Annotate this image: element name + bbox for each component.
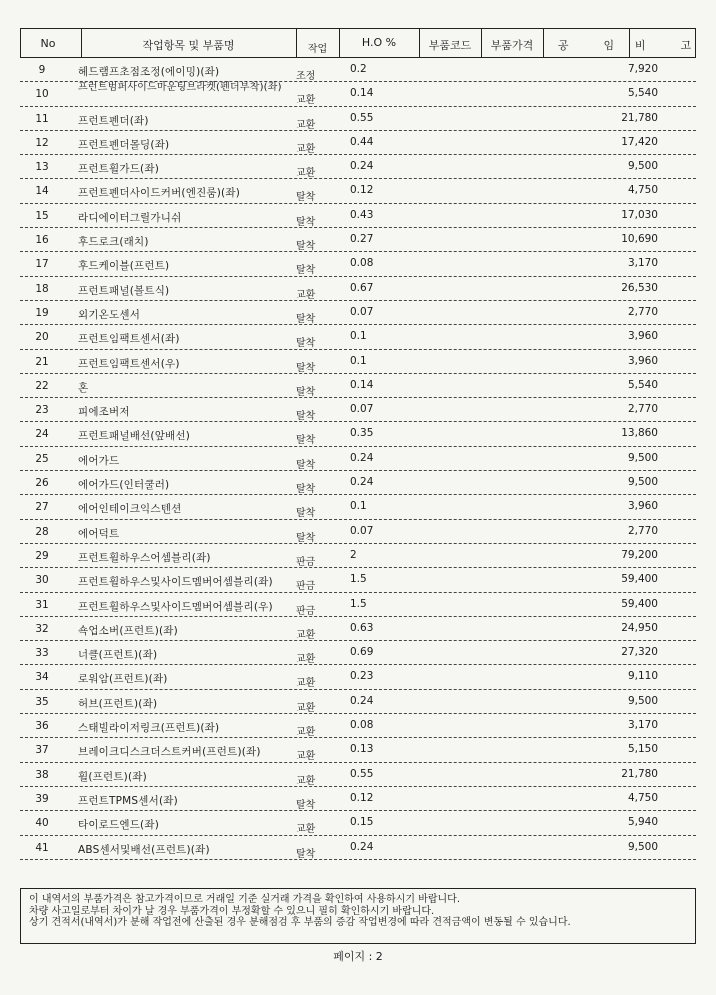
table-row bbox=[20, 593, 696, 617]
row-hour: 0.67 bbox=[350, 281, 374, 294]
row-labor-cost: 5,940 bbox=[627, 816, 658, 829]
row-no: 20 bbox=[35, 331, 49, 344]
row-work-type: 탈착 bbox=[296, 799, 316, 811]
table-row bbox=[20, 155, 696, 179]
row-hour: 0.14 bbox=[350, 87, 374, 100]
header-item-name: 작업항목 및 부품명 bbox=[142, 39, 235, 52]
row-work-type: 교환 bbox=[296, 119, 316, 131]
table-row bbox=[20, 568, 696, 592]
row-no: 38 bbox=[35, 768, 49, 781]
row-hour: 0.13 bbox=[350, 743, 374, 756]
row-work-type: 탈착 bbox=[296, 848, 316, 860]
row-work-type: 탈착 bbox=[296, 338, 316, 350]
row-work-type: 교환 bbox=[296, 824, 316, 836]
row-work-type: 교환 bbox=[296, 95, 316, 107]
table-row bbox=[20, 520, 696, 544]
row-hour: 0.1 bbox=[350, 500, 367, 513]
row-hour: 1.5 bbox=[350, 597, 367, 610]
row-hour: 0.07 bbox=[350, 305, 374, 318]
table-row bbox=[20, 252, 696, 276]
row-hour: 0.24 bbox=[350, 476, 374, 489]
row-no: 28 bbox=[35, 525, 49, 538]
row-item-name: 프런트휠하우스및사이드멤버어셈블리(좌) bbox=[78, 576, 273, 589]
row-work-type: 탈착 bbox=[296, 411, 316, 423]
row-work-type: 교환 bbox=[296, 727, 316, 739]
row-hour: 0.07 bbox=[350, 403, 374, 416]
row-labor-cost: 17,420 bbox=[621, 135, 658, 148]
row-labor-cost: 3,960 bbox=[627, 500, 658, 513]
row-hour: 0.12 bbox=[350, 184, 374, 197]
row-item-name: 프런트휠하우스및사이드멤버어셈블리(우) bbox=[78, 600, 273, 613]
row-no: 16 bbox=[35, 234, 49, 247]
row-work-type: 교환 bbox=[296, 168, 316, 180]
note-line: 상기 견적서(내역서)가 분해 작업전에 산출된 경우 분해점검 후 부품의 증감 작업변경에 따라 견적금액이 변동될 수 있습니다. bbox=[29, 917, 571, 928]
row-item-name: 로워암(프런트)(좌) bbox=[78, 673, 168, 686]
row-hour: 0.35 bbox=[350, 427, 374, 440]
table-row bbox=[20, 374, 696, 398]
row-hour: 0.44 bbox=[350, 135, 374, 148]
row-labor-cost: 21,780 bbox=[621, 767, 658, 780]
row-item-name: 스태빌라이저링크(프런트)(좌) bbox=[78, 722, 220, 735]
row-item-name: 프런트임팩트센서(우) bbox=[78, 357, 180, 370]
row-labor-cost: 9,500 bbox=[627, 451, 658, 464]
row-hour: 0.55 bbox=[350, 111, 374, 124]
row-item-name: 피에조버저 bbox=[78, 406, 130, 419]
row-work-type: 탈착 bbox=[296, 362, 316, 374]
row-item-name: 프런트펜더사이드커버(엔진룸)(좌) bbox=[78, 187, 240, 200]
row-item-name: 에어가드(인터쿨러) bbox=[78, 479, 170, 492]
row-no: 25 bbox=[35, 452, 49, 465]
page-number: 페이지 : 2 bbox=[333, 950, 383, 963]
row-work-type: 탈착 bbox=[296, 192, 316, 204]
header-labor: 공 임 bbox=[557, 39, 615, 52]
row-labor-cost: 5,540 bbox=[627, 378, 658, 391]
header-part-price: 부품가격 bbox=[490, 39, 534, 52]
row-item-name: 프런트펜더몰딩(좌) bbox=[78, 138, 170, 151]
row-hour: 0.24 bbox=[350, 160, 374, 173]
row-work-type: 탈착 bbox=[296, 216, 316, 228]
row-no: 33 bbox=[35, 647, 49, 660]
row-labor-cost: 3,170 bbox=[627, 257, 658, 270]
row-labor-cost: 10,690 bbox=[621, 233, 658, 246]
row-item-name: 에어가드 bbox=[78, 454, 120, 467]
row-hour: 0.43 bbox=[350, 208, 374, 221]
row-item-name: 프런트패널배선(앞배선) bbox=[78, 430, 191, 443]
table-row bbox=[20, 422, 696, 446]
header-work: 작업 bbox=[307, 44, 328, 55]
table-row bbox=[20, 738, 696, 762]
table-row bbox=[20, 471, 696, 495]
row-hour: 0.23 bbox=[350, 670, 374, 683]
row-no: 21 bbox=[35, 355, 49, 368]
row-labor-cost: 27,320 bbox=[621, 646, 658, 659]
note-line: 차량 사고일로부터 차이가 날 경우 부품가격이 부정확할 수 있으니 필히 확인하시기 바랍니다. bbox=[29, 905, 435, 917]
row-item-name: 프런트휠하우스어셈블리(좌) bbox=[78, 551, 211, 564]
row-labor-cost: 21,780 bbox=[621, 111, 658, 124]
table-row bbox=[20, 495, 696, 519]
row-hour: 0.14 bbox=[350, 378, 374, 391]
row-no: 12 bbox=[35, 136, 49, 149]
table-row bbox=[20, 714, 696, 738]
row-hour: 0.1 bbox=[350, 354, 367, 367]
row-no: 29 bbox=[35, 549, 49, 562]
row-work-type: 교환 bbox=[296, 143, 316, 155]
row-hour: 1.5 bbox=[350, 573, 367, 586]
row-no: 24 bbox=[35, 428, 49, 441]
row-hour: 0.1 bbox=[350, 330, 367, 343]
row-hour: 0.63 bbox=[350, 621, 374, 634]
row-item-name: 프런트펜더(좌) bbox=[78, 114, 149, 127]
row-no: 22 bbox=[35, 379, 49, 392]
row-item-name: 프런트TPMS센서(좌) bbox=[78, 794, 178, 807]
row-labor-cost: 59,400 bbox=[621, 597, 658, 610]
row-labor-cost: 2,770 bbox=[627, 305, 658, 318]
row-no: 27 bbox=[35, 501, 49, 514]
row-work-type: 교환 bbox=[296, 629, 316, 641]
table-row bbox=[20, 82, 696, 106]
row-work-type: 탈착 bbox=[296, 386, 316, 398]
row-no: 40 bbox=[35, 817, 49, 830]
row-item-name: 타이로드엔드(좌) bbox=[78, 819, 159, 832]
row-no: 9 bbox=[38, 64, 46, 76]
row-labor-cost: 17,030 bbox=[621, 208, 658, 221]
row-labor-cost: 24,950 bbox=[621, 621, 658, 634]
table-row bbox=[20, 665, 696, 689]
row-labor-cost: 3,170 bbox=[627, 719, 658, 732]
row-item-name: 허브(프런트)(좌) bbox=[78, 697, 158, 710]
row-hour: 0.24 bbox=[350, 451, 374, 464]
row-hour: 0.55 bbox=[350, 767, 374, 780]
row-labor-cost: 2,770 bbox=[627, 403, 658, 416]
row-labor-cost: 59,400 bbox=[621, 573, 658, 586]
row-no: 34 bbox=[35, 671, 49, 684]
row-no: 23 bbox=[35, 404, 49, 417]
notes-box bbox=[20, 888, 696, 944]
row-labor-cost: 4,750 bbox=[627, 184, 658, 197]
row-work-type: 판금 bbox=[296, 605, 316, 617]
table-row bbox=[20, 836, 696, 860]
row-item-name: ABS센서및배선(프런트)(좌) bbox=[78, 843, 210, 856]
row-item-name: 혼 bbox=[78, 381, 89, 394]
row-no: 18 bbox=[35, 282, 49, 295]
row-no: 14 bbox=[35, 185, 49, 198]
row-work-type: 탈착 bbox=[296, 313, 316, 325]
row-no: 39 bbox=[35, 792, 49, 805]
row-no: 41 bbox=[35, 841, 49, 854]
row-labor-cost: 4,750 bbox=[627, 791, 658, 804]
row-item-name: 프런트임팩트센서(좌) bbox=[78, 333, 180, 346]
estimate-rows bbox=[20, 58, 696, 860]
row-hour: 0.12 bbox=[350, 791, 374, 804]
table-row bbox=[20, 811, 696, 835]
row-item-name: 너클(프런트)(좌) bbox=[78, 649, 158, 662]
header-part-code: 부품코드 bbox=[428, 39, 472, 52]
table-row bbox=[20, 398, 696, 422]
table-row bbox=[20, 179, 696, 203]
row-no: 32 bbox=[35, 622, 49, 635]
table-row bbox=[20, 325, 696, 349]
table-row bbox=[20, 107, 696, 131]
row-work-type: 탈착 bbox=[296, 508, 316, 520]
row-item-name: 외기온도센서 bbox=[78, 308, 141, 321]
row-hour: 0.08 bbox=[350, 719, 374, 732]
table-row bbox=[20, 204, 696, 228]
row-labor-cost: 9,500 bbox=[627, 476, 658, 489]
row-item-name: 프런트휠가드(좌) bbox=[78, 163, 159, 176]
row-no: 11 bbox=[35, 112, 49, 125]
row-no: 26 bbox=[35, 477, 49, 490]
row-no: 36 bbox=[35, 720, 49, 733]
table-row bbox=[20, 787, 696, 811]
table-row bbox=[20, 301, 696, 325]
note-line: 이 내역서의 부품가격은 참고가격이므로 거래일 기준 실거래 가격을 확인하여 사용하시기 바랍니다. bbox=[29, 894, 461, 905]
row-item-name: 프런트범퍼사이드마운팅브라켓(펜더부착)(좌) bbox=[78, 82, 282, 94]
row-no: 19 bbox=[35, 306, 49, 319]
row-hour: 0.08 bbox=[350, 257, 374, 270]
header-no: No bbox=[40, 37, 56, 50]
row-work-type: 탈착 bbox=[296, 241, 316, 253]
row-labor-cost: 3,960 bbox=[627, 330, 658, 343]
table-row bbox=[20, 228, 696, 252]
row-work-type: 조정 bbox=[296, 71, 316, 82]
row-no: 17 bbox=[35, 258, 49, 271]
row-item-name: 브레이크디스크더스트커버(프런트)(좌) bbox=[78, 746, 261, 759]
row-work-type: 교환 bbox=[296, 702, 316, 714]
row-labor-cost: 7,920 bbox=[627, 63, 658, 75]
row-work-type: 탈착 bbox=[296, 435, 316, 447]
row-work-type: 탈착 bbox=[296, 484, 316, 496]
row-item-name: 헤드램프초점조정(에이밍)(좌) bbox=[78, 66, 220, 78]
row-labor-cost: 9,500 bbox=[627, 840, 658, 853]
row-labor-cost: 26,530 bbox=[621, 281, 658, 294]
row-no: 13 bbox=[35, 161, 49, 174]
table-row bbox=[20, 617, 696, 641]
row-work-type: 판금 bbox=[296, 581, 316, 593]
row-work-type: 탈착 bbox=[296, 459, 316, 471]
row-labor-cost: 2,770 bbox=[627, 524, 658, 537]
row-work-type: 교환 bbox=[296, 751, 316, 763]
table-row bbox=[20, 58, 696, 82]
table-row bbox=[20, 763, 696, 787]
row-hour: 0.24 bbox=[350, 840, 374, 853]
row-hour: 2 bbox=[350, 548, 357, 561]
row-labor-cost: 13,860 bbox=[621, 427, 658, 440]
row-work-type: 탈착 bbox=[296, 532, 316, 544]
table-row bbox=[20, 131, 696, 155]
row-labor-cost: 5,540 bbox=[627, 87, 658, 100]
row-no: 10 bbox=[35, 88, 49, 101]
row-work-type: 탈착 bbox=[296, 265, 316, 277]
row-no: 35 bbox=[35, 695, 49, 708]
table-row bbox=[20, 544, 696, 568]
row-labor-cost: 3,960 bbox=[627, 354, 658, 367]
row-hour: 0.2 bbox=[350, 63, 367, 75]
row-no: 37 bbox=[35, 744, 49, 757]
table-row bbox=[20, 277, 696, 301]
row-hour: 0.69 bbox=[350, 646, 374, 659]
row-item-name: 라디에이터그릴가니쉬 bbox=[78, 211, 182, 224]
row-work-type: 교환 bbox=[296, 289, 316, 301]
row-item-name: 후드로크(래치) bbox=[78, 236, 149, 249]
row-item-name: 프런트패널(볼트식) bbox=[78, 284, 170, 297]
header-remarks: 비 고 bbox=[634, 39, 692, 52]
row-no: 31 bbox=[35, 598, 49, 611]
row-hour: 0.15 bbox=[350, 816, 374, 829]
table-row bbox=[20, 641, 696, 665]
table-row bbox=[20, 447, 696, 471]
row-labor-cost: 9,500 bbox=[627, 160, 658, 173]
row-labor-cost: 9,500 bbox=[627, 694, 658, 707]
row-work-type: 판금 bbox=[296, 556, 316, 568]
row-work-type: 교환 bbox=[296, 775, 316, 787]
row-item-name: 에어인테이크익스텐션 bbox=[78, 503, 182, 516]
row-labor-cost: 9,110 bbox=[627, 670, 658, 683]
row-labor-cost: 79,200 bbox=[621, 548, 658, 561]
row-work-type: 교환 bbox=[296, 654, 316, 666]
row-hour: 0.27 bbox=[350, 233, 374, 246]
row-hour: 0.07 bbox=[350, 524, 374, 537]
row-labor-cost: 5,150 bbox=[627, 743, 658, 756]
row-work-type: 교환 bbox=[296, 678, 316, 690]
row-item-name: 후드케이블(프런트) bbox=[78, 260, 170, 273]
row-no: 15 bbox=[35, 209, 49, 222]
table-header bbox=[20, 28, 696, 58]
row-item-name: 휠(프런트)(좌) bbox=[78, 770, 147, 783]
header-hour: H.O % bbox=[361, 36, 397, 49]
row-item-name: 에어덕트 bbox=[78, 527, 120, 540]
table-row bbox=[20, 350, 696, 374]
row-no: 30 bbox=[35, 574, 49, 587]
table-row bbox=[20, 690, 696, 714]
row-hour: 0.24 bbox=[350, 694, 374, 707]
row-item-name: 쇽업소버(프런트)(좌) bbox=[78, 624, 178, 637]
